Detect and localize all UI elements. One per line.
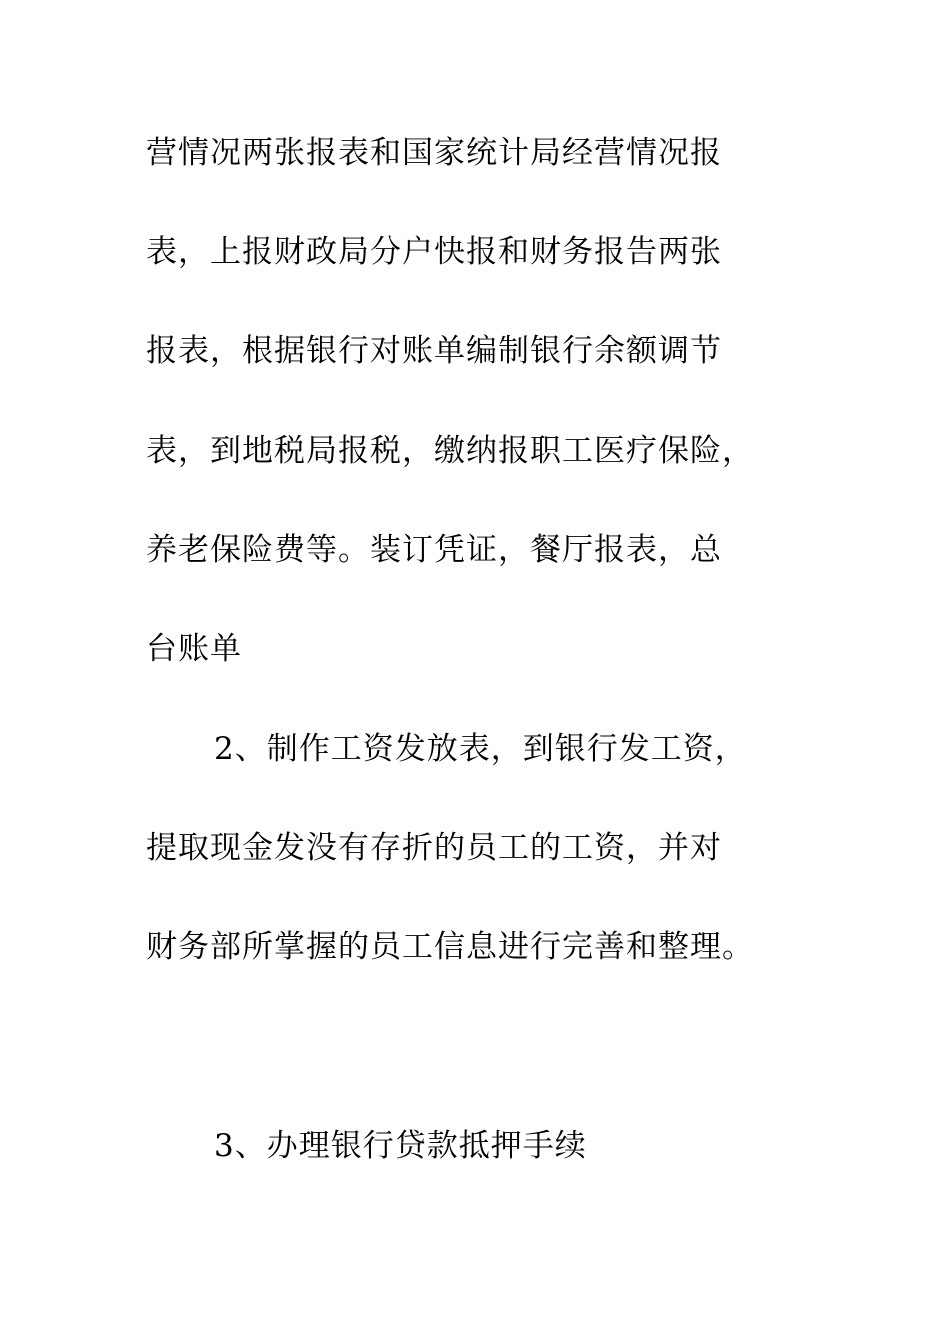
paragraph-2-line-2: 提取现金发没有存折的员工的工资，并对 [146, 830, 722, 866]
paragraph-1-line-6: 台账单 [146, 631, 242, 667]
paragraph-1-line-1: 营情况两张报表和国家统计局经营情况报 [146, 135, 722, 171]
paragraph-2-line-1: 2、制作工资发放表，到银行发工资， [214, 731, 747, 767]
paragraph-1-line-3: 报表，根据银行对账单编制银行余额调节 [146, 333, 722, 369]
paragraph-1-line-4: 表，到地税局报税，缴纳报职工医疗保险， [146, 433, 754, 469]
paragraph-2-line-3: 财务部所掌握的员工信息进行完善和整理。 [146, 929, 754, 965]
paragraph-1-line-2: 表，上报财政局分户快报和财务报告两张 [146, 234, 722, 270]
paragraph-3-line-1: 3、办理银行贷款抵押手续 [214, 1128, 587, 1164]
paragraph-1-line-5: 养老保险费等。装订凭证，餐厅报表，总 [146, 532, 722, 568]
